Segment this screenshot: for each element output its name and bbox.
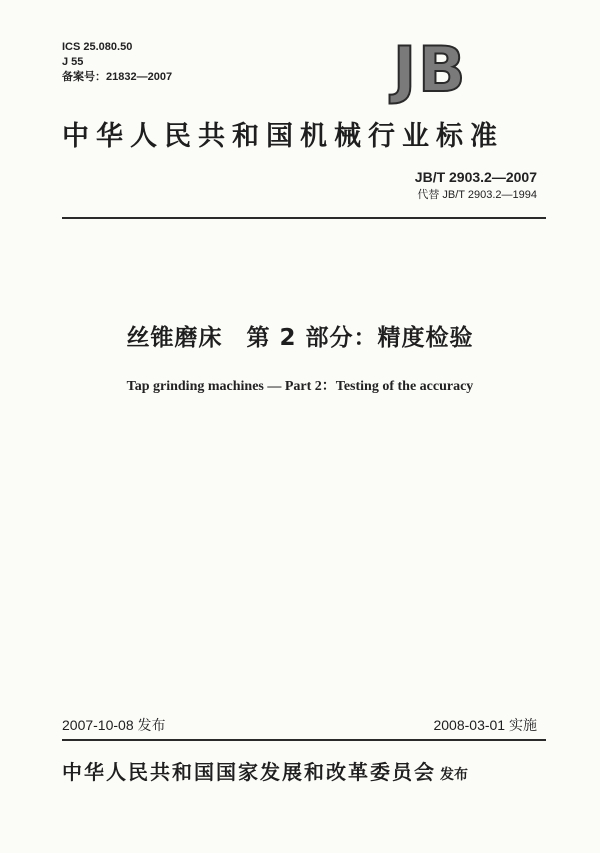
issue-date: 2007-10-08 发布 xyxy=(62,717,166,733)
classification-block xyxy=(62,40,172,85)
top-divider xyxy=(62,217,546,219)
replaces-standard: 代替 JB/T 2903.2—1994 xyxy=(417,189,537,201)
issuer-name: 中华人民共和国国家发展和改革委员会 xyxy=(62,760,436,784)
document-title-english: Tap grinding machines — Part 2：Testing of the accuracy xyxy=(126,379,474,394)
standard-number: JB/T 2903.2—2007 xyxy=(414,169,537,185)
bottom-divider xyxy=(62,739,546,741)
document-title-chinese: 丝锥磨床 第 2 部分：精度检验 xyxy=(126,325,474,351)
implementation-date: 2008-03-01 实施 xyxy=(433,717,537,733)
jb-logo: JB xyxy=(393,33,468,106)
record-number: 备案号：21832—2007 xyxy=(62,71,173,83)
issuer-suffix: 发布 xyxy=(440,767,468,783)
issuing-authority xyxy=(62,758,468,789)
ics-code: ICS 25.080.50 xyxy=(62,41,133,53)
industry-standard-title: 中华人民共和国机械行业标准 xyxy=(62,121,504,152)
category-code: J 55 xyxy=(62,56,84,68)
